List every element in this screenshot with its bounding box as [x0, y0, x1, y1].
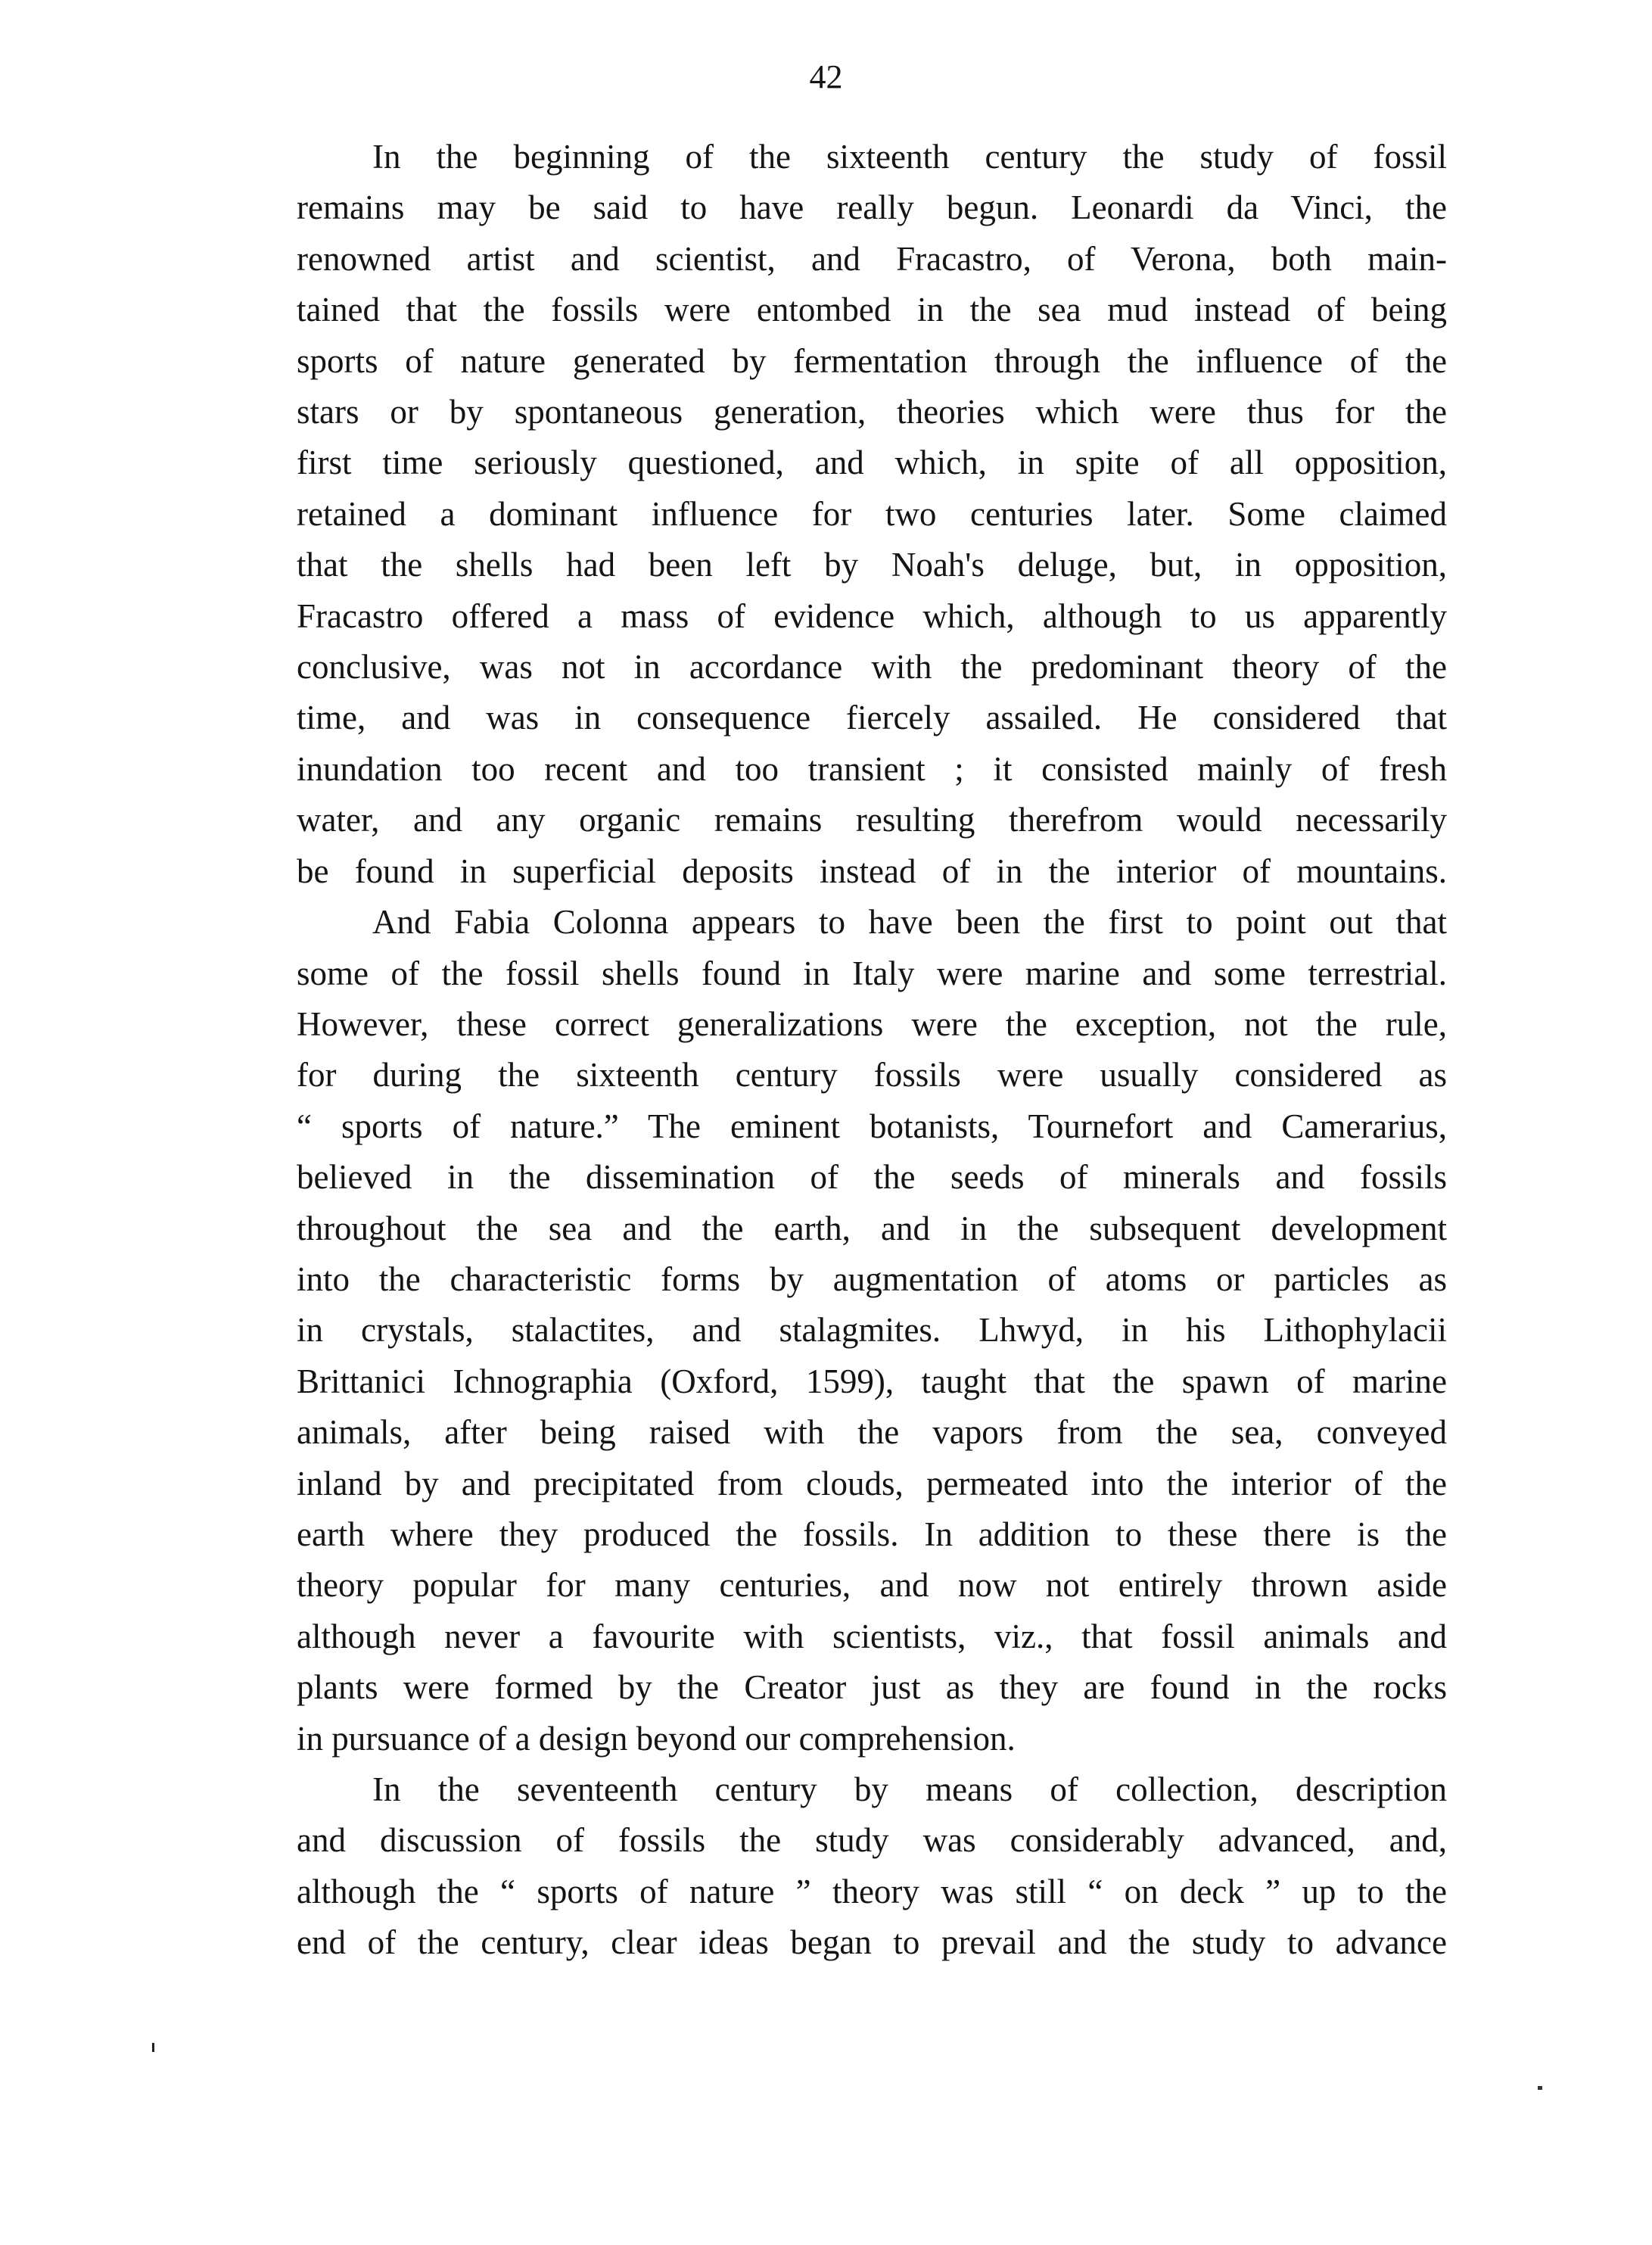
scan-speck — [1538, 2086, 1542, 2090]
text-line: into the characteristic forms by augmentation of atoms or particles as — [297, 1260, 1447, 1298]
text-line: plants were formed by the Creator just as they are found in the rocks — [297, 1668, 1447, 1707]
text-line: stars or by spontaneous generation, theories which were thus for the — [297, 393, 1447, 431]
text-line: although the “ sports of nature ” theory was still “ on deck ” up to the — [297, 1872, 1447, 1910]
text-line: inundation too recent and too transient ; it consisted mainly of fresh — [297, 749, 1447, 788]
text-line: remains may be said to have really begun. Leonardi da Vinci, the — [297, 188, 1447, 227]
text-line: conclusive, was not in accordance with the predominant theory of the — [297, 648, 1447, 687]
text-line: be found in superficial deposits instead of in the interior of mountains. — [297, 852, 1447, 890]
body-text — [297, 132, 1447, 1969]
text-line: although never a favourite with scientists, viz., that fossil animals and — [297, 1617, 1447, 1655]
text-line: In the beginning of the sixteenth century the study of fossil — [372, 138, 1447, 176]
text-line: theory popular for many centuries, and now not entirely thrown aside — [297, 1566, 1447, 1605]
text-line: some of the fossil shells found in Italy were marine and some terrestrial. — [297, 954, 1447, 992]
text-line: inland by and precipitated from clouds, permeated into the interior of the — [297, 1464, 1447, 1502]
text-line: for during the sixteenth century fossils were usually considered as — [297, 1056, 1447, 1094]
text-line: and discussion of fossils the study was considerably advanced, and, — [297, 1821, 1447, 1860]
text-line: retained a dominant influence for two centuries later. Some claimed — [297, 494, 1447, 533]
scan-speck — [152, 2043, 154, 2052]
text-line: believed in the dissemination of the seeds of minerals and fossils — [297, 1158, 1447, 1197]
text-line: throughout the sea and the earth, and in the subsequent development — [297, 1209, 1447, 1247]
text-line: end of the century, clear ideas began to prevail and the study to advance — [297, 1923, 1447, 1962]
text-line: in crystals, stalactites, and stalagmites. Lhwyd, in his Lithophylacii — [297, 1311, 1447, 1350]
text-line: time, and was in consequence fiercely assailed. He considered that — [297, 699, 1447, 737]
text-line: tained that the fossils were entombed in the sea mud instead of being — [297, 291, 1447, 329]
text-line: In the seventeenth century by means of collection, description — [372, 1770, 1447, 1808]
paragraph-3 — [297, 1764, 1447, 1969]
text-line: earth where they produced the fossils. In addition to these there is the — [297, 1515, 1447, 1553]
text-line: sports of nature generated by fermentation through the influence of the — [297, 341, 1447, 380]
text-line: And Fabia Colonna appears to have been the first to point out that — [372, 903, 1447, 942]
text-line: “ sports of nature.” The eminent botanists, Tournefort and Camerarius, — [297, 1107, 1447, 1145]
paragraph-2 — [297, 897, 1447, 1764]
page-number: 42 — [809, 58, 843, 95]
text-line: Brittanici Ichnographia (Oxford, 1599), taught that the spawn of marine — [297, 1362, 1447, 1400]
text-line: However, these correct generalizations were the exception, not the rule, — [297, 1004, 1447, 1043]
paragraph-1 — [297, 132, 1447, 897]
text-line: first time seriously questioned, and which, in spite of all opposition, — [297, 444, 1447, 482]
text-line: in pursuance of a design beyond our comprehension. — [297, 1719, 1016, 1758]
text-line: that the shells had been left by Noah's deluge, but, in opposition, — [297, 546, 1447, 584]
text-line: animals, after being raised with the vapors from the sea, conveyed — [297, 1413, 1447, 1452]
text-line: renowned artist and scientist, and Fracastro, of Verona, both main- — [297, 239, 1447, 278]
text-line: water, and any organic remains resulting therefrom would necessarily — [297, 801, 1447, 839]
text-line: Fracastro offered a mass of evidence which, although to us apparently — [297, 596, 1447, 635]
